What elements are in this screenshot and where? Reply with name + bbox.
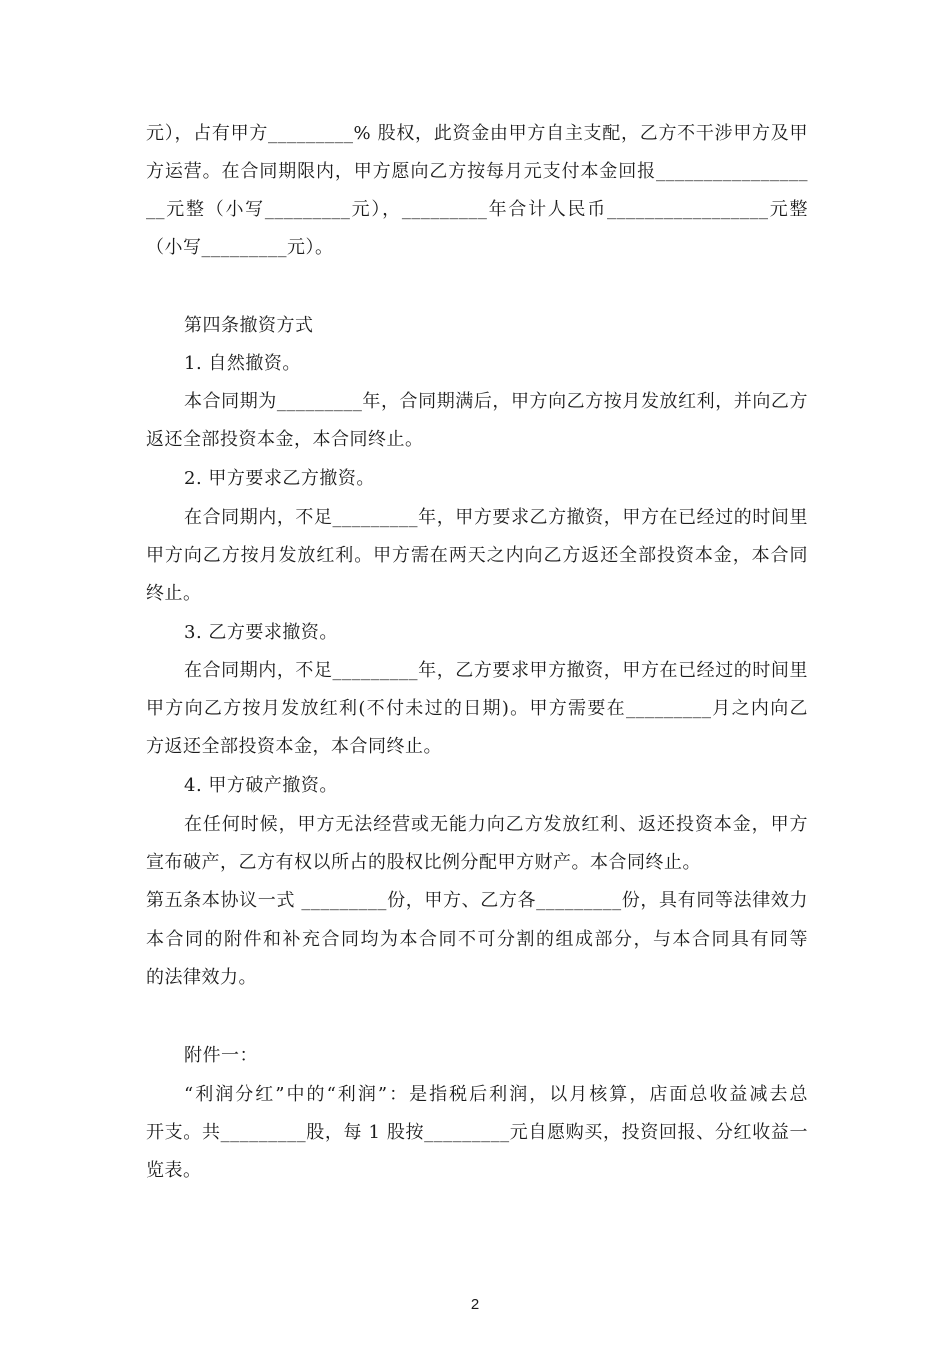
- text-line: 方运营。在合同期限内，甲方愿向乙方按每月元支付本金回报________________: [146, 161, 808, 182]
- text-line: 本合同的附件和补充合同均为本合同不可分割的组成部分，与本合同具有同等: [146, 929, 808, 950]
- text-line: 的法律效力。: [146, 967, 257, 988]
- text-line: 元），占有甲方_________% 股权，此资金由甲方自主支配，乙方不干涉甲方及甲: [146, 123, 808, 144]
- text-line: 本合同期为_________年，合同期满后，甲方向乙方按月发放红利，并向乙方: [184, 391, 808, 412]
- text-line: 宣布破产，乙方有权以所占的股权比例分配甲方财产。本合同终止。: [146, 852, 701, 873]
- text-line: 甲方向乙方按月发放红利。甲方需在两天之内向乙方返还全部投资本金，本合同: [146, 545, 808, 566]
- text-line: 返还全部投资本金，本合同终止。: [146, 429, 424, 450]
- text-line: __元整（小写_________元），_________年合计人民币_________________元整: [146, 199, 808, 220]
- text-line: 开支。共_________股，每 1 股按_________元自愿购买，投资回报、分红收益一: [146, 1122, 808, 1143]
- list-item-heading: 4. 甲方破产撤资。: [184, 775, 338, 796]
- page-number: 2: [470, 1296, 480, 1313]
- text-line: “利润分红”中的“利润”：是指税后利润，以月核算，店面总收益减去总: [184, 1084, 808, 1105]
- section-heading: 第四条撤资方式: [184, 315, 314, 336]
- list-item-heading: 1. 自然撤资。: [184, 353, 301, 374]
- list-item-heading: 2. 甲方要求乙方撤资。: [184, 468, 375, 489]
- appendix-heading: 附件一：: [184, 1045, 258, 1066]
- text-line: 第五条本协议一式 _________份，甲方、乙方各_________份，具有同等法律效力: [146, 890, 808, 911]
- list-item-heading: 3. 乙方要求撤资。: [184, 622, 338, 643]
- text-line: （小写_________元）。: [146, 237, 334, 258]
- text-line: 在任何时候，甲方无法经营或无能力向乙方发放红利、返还投资本金，甲方: [184, 814, 808, 835]
- text-line: 甲方向乙方按月发放红利(不付未过的日期)。甲方需要在_________月之内向乙: [146, 698, 808, 719]
- text-line: 在合同期内，不足_________年，甲方要求乙方撤资，甲方在已经过的时间里: [184, 507, 808, 528]
- text-line: 终止。: [146, 583, 202, 604]
- text-line: 方返还全部投资本金，本合同终止。: [146, 736, 442, 757]
- text-line: 在合同期内，不足_________年，乙方要求甲方撤资，甲方在已经过的时间里: [184, 660, 808, 681]
- text-line: 览表。: [146, 1160, 202, 1181]
